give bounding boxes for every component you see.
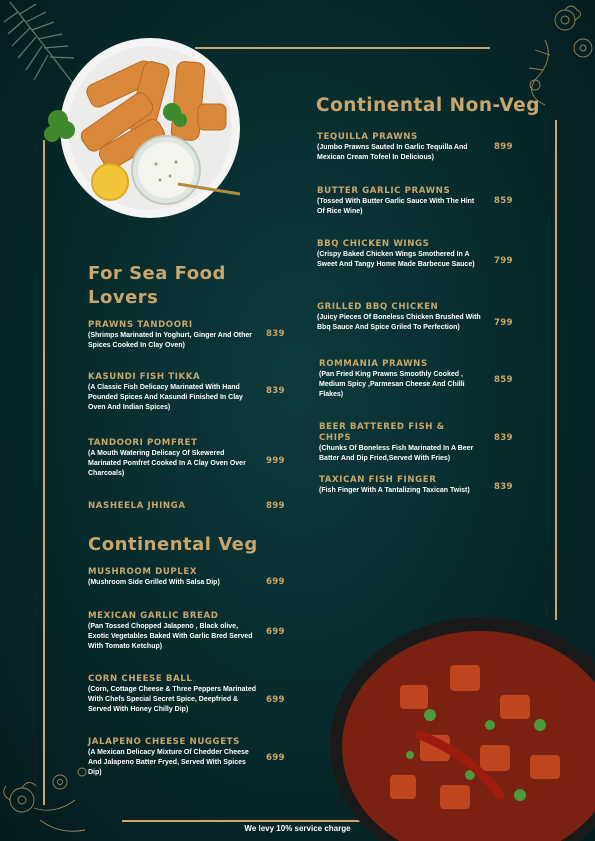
item-name: TEQUILLA PRAWNS — [317, 132, 418, 142]
section-title-veg: Continental Veg — [88, 534, 258, 555]
item-price: 839 — [494, 482, 513, 492]
frame-right-line — [555, 120, 557, 620]
item-name: NASHEELA JHINGA — [88, 501, 186, 511]
menu-item — [317, 132, 477, 163]
fish-fingers-plate-image — [38, 32, 248, 227]
item-desc: (Fish Finger With A Tantalizing Taxican Twist) — [319, 487, 470, 494]
item-name: MUSHROOM DUPLEX — [88, 567, 198, 577]
item-desc: (Chunks Of Boneless Fish Marinated In A Beer Batter And Dip Fried,Served With Fries) — [319, 445, 474, 462]
menu-item — [88, 674, 258, 715]
menu-item — [319, 359, 479, 400]
item-price: 839 — [266, 386, 285, 396]
item-price: 859 — [494, 375, 513, 385]
item-price: 899 — [494, 142, 513, 152]
item-name: BUTTER GARLIC PRAWNS — [317, 186, 451, 196]
item-name: BEER BATTERED FISH & CHIPS — [319, 422, 445, 443]
frame-left-line — [43, 140, 45, 805]
menu-item — [88, 611, 258, 652]
item-desc: (Pan Tossed Chopped Jalapeno , Black olive, Exotic Vegetables Baked With Garlic Bred Served With Tomato Ketchup) — [88, 623, 253, 650]
item-desc: (Jumbo Prawns Sauted In Garlic Tequilla And Mexican Cream Tofeel In Delicious) — [317, 144, 468, 161]
item-desc: (Crispy Baked Chicken Wings Smothered In A Sweet And Tangy Home Made Barbecue Sauce) — [317, 251, 475, 268]
item-desc: (A Mexican Delicacy Mixture Of Chedder Cheese And Jalapeno Batter Fryed, Served With Spices Dip) — [88, 749, 249, 776]
item-price: 839 — [494, 433, 513, 443]
item-price: 799 — [494, 256, 513, 266]
menu-item — [319, 475, 479, 496]
item-price: 899 — [266, 501, 285, 511]
item-price: 699 — [266, 577, 285, 587]
menu-item — [317, 302, 482, 333]
item-name: CORN CHEESE BALL — [88, 674, 193, 684]
item-name: TAXICAN FISH FINGER — [319, 475, 437, 485]
item-price: 699 — [266, 753, 285, 763]
item-name: ROMMANIA PRAWNS — [319, 359, 428, 369]
item-name: JALAPENO CHEESE NUGGETS — [88, 737, 240, 747]
item-desc: (Mushroom Side Grilled With Salsa Dip) — [88, 579, 220, 586]
item-price: 799 — [494, 318, 513, 328]
menu-item — [88, 438, 258, 479]
item-price: 859 — [494, 196, 513, 206]
item-price: 839 — [266, 329, 285, 339]
menu-item — [88, 567, 258, 588]
menu-item — [88, 320, 258, 351]
item-price: 999 — [266, 456, 285, 466]
item-desc: (A Classic Fish Delicacy Marinated With Hand Pounded Spices And Kasundi Finished In Clay Oven And Indian Spices) — [88, 384, 243, 411]
service-charge-note: We levy 10% service charge — [244, 824, 351, 833]
item-price: 699 — [266, 627, 285, 637]
item-name: MEXICAN GARLIC BREAD — [88, 611, 219, 621]
item-name: TANDOORI POMFRET — [88, 438, 198, 448]
menu-item — [88, 737, 258, 778]
item-desc: (Pan Fried King Prawns Smoothly Cooked , Medium Spicy ,Parmesan Cheese And Chilli Flakes) — [319, 371, 465, 398]
item-name: GRILLED BBQ CHICKEN — [317, 302, 439, 312]
menu-item — [317, 186, 477, 217]
section-title-nonveg: Continental Non-Veg — [316, 95, 540, 116]
item-desc: (Shrimps Marinated In Yoghurt, Ginger And Other Spices Cooked In Clay Oven) — [88, 332, 252, 349]
menu-item — [319, 422, 479, 464]
item-name: KASUNDI FISH TIKKA — [88, 372, 201, 382]
item-desc: (A Mouth Watering Delicacy Of Skewered Marinated Pomfret Cooked In A Clay Oven Over Charcoals) — [88, 450, 246, 477]
menu-item — [88, 501, 258, 512]
item-desc: (Tossed With Butter Garlic Sauce With The Hint Of Rice Wine) — [317, 198, 475, 215]
section-title-seafood: For Sea Food Lovers — [88, 263, 226, 308]
item-desc: (Corn, Cottage Cheese & Three Peppers Marinated With Chefs Special Secret Spice, Deepfried & Served With Honey Chilly Dip) — [88, 686, 257, 713]
menu-item — [88, 372, 258, 413]
item-name: PRAWNS TANDOORI — [88, 320, 193, 330]
menu-item — [317, 239, 477, 270]
item-price: 699 — [266, 695, 285, 705]
paneer-curry-bowl-image — [330, 615, 595, 841]
item-desc: (Juicy Pieces Of Boneless Chicken Brushed With Bbq Sauce And Spice Griled To Perfection) — [317, 314, 481, 331]
item-name: BBQ CHICKEN WINGS — [317, 239, 430, 249]
